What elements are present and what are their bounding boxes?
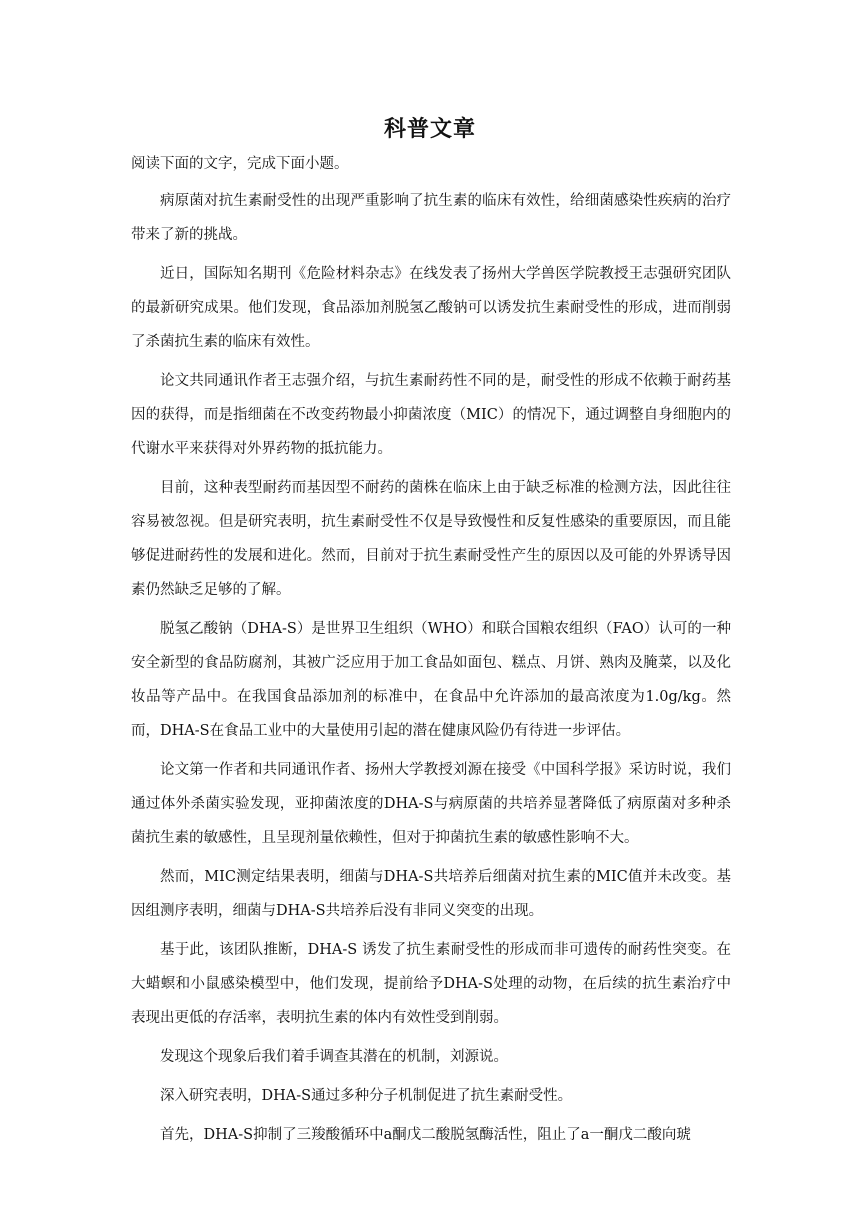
paragraph: 论文第一作者和共同通讯作者、扬州大学教授刘源在接受《中国科学报》采访时说，我们通过体外杀菌实验发现，亚抑菌浓度的DHA-S与病原菌的共培养显著降低了病原菌对多种杀菌抗生素的敏感性，且呈现剂量依赖性，但对于抑菌抗生素的敏感性影响不大。 bbox=[131, 762, 731, 846]
paragraph: 论文共同通讯作者王志强介绍，与抗生素耐药性不同的是，耐受性的形成不依赖于耐药基因的获得，而是指细菌在不改变药物最小抑菌浓度（MIC）的情况下，通过调整自身细胞内的代谢水平来获得对外界药物的抵抗能力。 bbox=[131, 373, 731, 457]
paragraph: 病原菌对抗生素耐受性的出现严重影响了抗生素的临床有效性，给细菌感染性疾病的治疗带来了新的挑战。 bbox=[131, 193, 731, 243]
paragraph: 脱氢乙酸钠（DHA-S）是世界卫生组织（WHO）和联合国粮农组织（FAO）认可的一种安全新型的食品防腐剂，其被广泛应用于加工食品如面包、糕点、月饼、熟肉及腌菜，以及化妆品等产品中。在我国食品添加剂的标准中，在食品中允许添加的最高浓度为1.0g/kg。然而，DHA-S在食品工业中的大量使用引起的潜在健康风险仍有待进一步评估。 bbox=[131, 621, 731, 739]
paragraph: 目前，这种表型耐药而基因型不耐药的菌株在临床上由于缺乏标准的检测方法，因此往往容易被忽视。但是研究表明，抗生素耐受性不仅是导致慢性和反复性感染的重要原因，而且能够促进耐药性的发展和进化。然而，目前对于抗生素耐受性产生的原因以及可能的外界诱导因素仍然缺乏足够的了解。 bbox=[131, 480, 731, 598]
paragraph: 近日，国际知名期刊《危险材料杂志》在线发表了扬州大学兽医学院教授王志强研究团队的最新研究成果。他们发现，食品添加剂脱氢乙酸钠可以诱发抗生素耐受性的形成，进而削弱了杀菌抗生素的临床有效性。 bbox=[131, 266, 731, 350]
paragraph: 基于此，该团队推断，DHA-S 诱发了抗生素耐受性的形成而非可遗传的耐药性突变。在大蜡螟和小鼠感染模型中，他们发现，提前给予DHA-S处理的动物，在后续的抗生素治疗中表现出更低的存活率，表明抗生素的体内有效性受到削弱。 bbox=[131, 942, 731, 1026]
paragraph: 发现这个现象后我们着手调查其潜在的机制，刘源说。 bbox=[160, 1049, 508, 1065]
instruction-text: 阅读下面的文字，完成下面小题。 bbox=[131, 156, 349, 172]
paragraph: 然而，MIC测定结果表明，细菌与DHA-S共培养后细菌对抗生素的MIC值并未改变。基因组测序表明，细菌与DHA-S共培养后没有非同义突变的出现。 bbox=[131, 869, 731, 919]
paragraph: 首先，DHA-S抑制了三羧酸循环中a酮戊二酸脱氢酶活性，阻止了a一酮戊二酸向琥 bbox=[160, 1127, 691, 1143]
page-title: 科普文章 bbox=[383, 117, 476, 142]
article-body bbox=[131, 152, 731, 1152]
paragraph: 深入研究表明，DHA-S通过多种分子机制促进了抗生素耐受性。 bbox=[160, 1088, 573, 1104]
